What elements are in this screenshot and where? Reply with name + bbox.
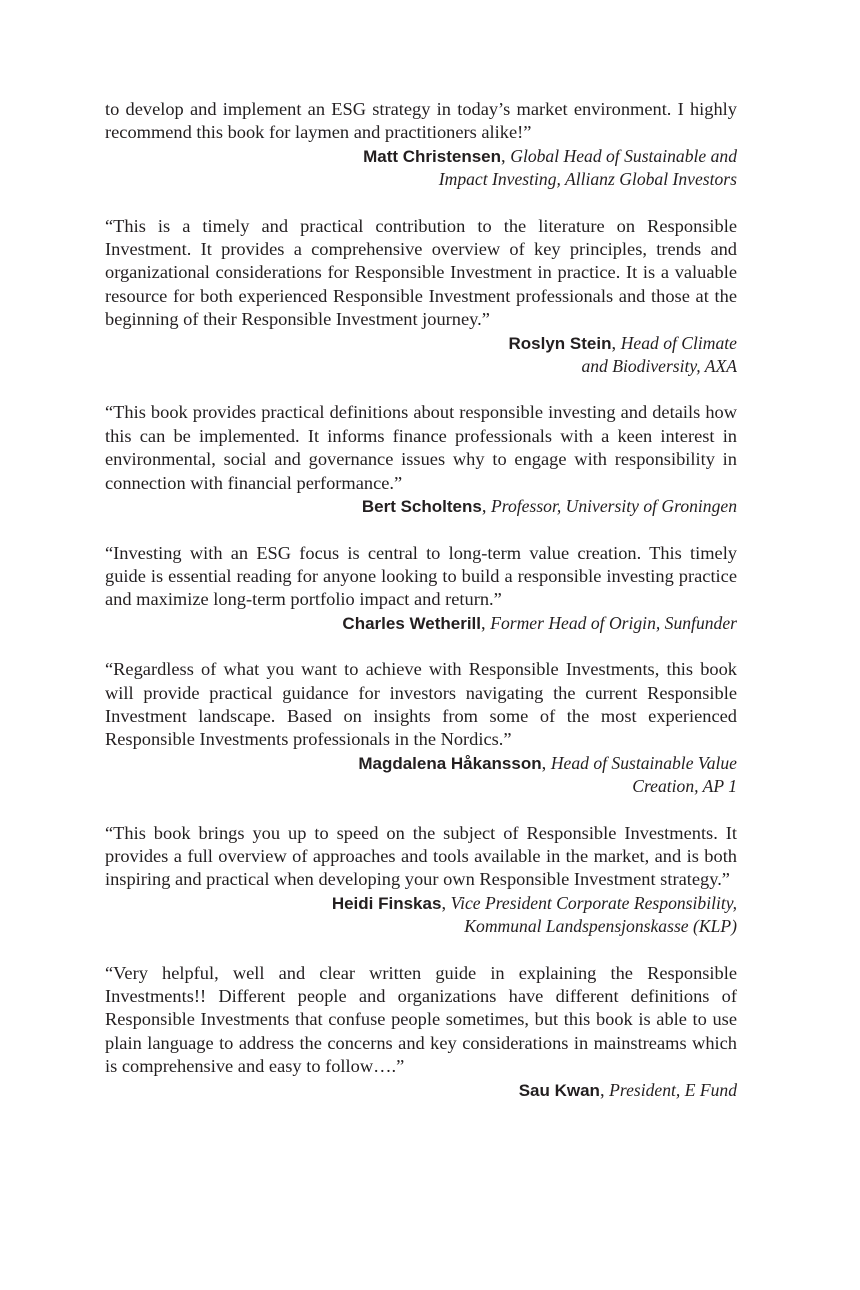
attribution: Charles Wetherill, Former Head of Origin, Sunfunder [342, 612, 737, 633]
author-name: Matt Christensen [363, 146, 502, 166]
author-role: Head of Climate [620, 332, 737, 353]
author-name: Roslyn Stein [508, 333, 612, 353]
author-role-continued: Creation, AP 1 [632, 776, 737, 797]
testimonial-scholtens [105, 401, 737, 518]
author-role: Global Head of Sustainable and [510, 145, 737, 166]
testimonials-page [105, 98, 737, 1125]
quote-text: “This is a timely and practical contribution to the literature on Responsible Investment. It provides a comprehensive overview of key principles, trends and organizational considerations for Responsible Investment in practice. It is a valuable resource for both experienced Responsible Investment professionals and those at the beginning of their Responsible Investment journey.” [105, 215, 737, 330]
quote-text: “Investing with an ESG focus is central to long-term value creation. This timely guide is essential reading for anyone looking to build a responsible investing practice and maximize long-term portfolio impact and return.” [105, 542, 737, 610]
author-name: Sau Kwan [518, 1080, 600, 1100]
testimonial-wetherill [105, 542, 737, 636]
quote-text: “Regardless of what you want to achieve with Responsible Investments, this book will provide practical guidance for investors navigating the current Responsible Investment landscape. Based on insights from some of the most experienced Responsible Investments professionals in the Nordics.” [105, 659, 737, 750]
attribution: Heidi Finskas, Vice President Corporate Responsibility, Kommunal Landspensjonskasse (KLP) [105, 892, 737, 939]
author-role-continued: Impact Investing, Allianz Global Investors [438, 169, 737, 190]
author-name: Bert Scholtens [361, 497, 482, 517]
attribution: Magdalena Håkansson, Head of Sustainable Value Creation, AP 1 [105, 752, 737, 799]
attribution: Sau Kwan, President, E Fund [518, 1079, 737, 1100]
author-role: Head of Sustainable Value [550, 752, 737, 773]
testimonial-kwan [105, 962, 737, 1102]
testimonial-hakansson [105, 658, 737, 798]
author-role-continued: and Biodiversity, AXA [581, 356, 737, 377]
testimonial-stein [105, 215, 737, 379]
quote-text: “This book provides practical definitions about responsible investing and details how this can be implemented. It informs finance professionals with a keen interest in environmental, social and governance issues why to engage with responsibility in connection with financial performance.” [105, 402, 737, 493]
author-role-continued: Kommunal Landspensjonskasse (KLP) [464, 916, 737, 937]
attribution: Matt Christensen, Global Head of Sustainable and Impact Investing, Allianz Global Investors [105, 145, 737, 192]
attribution: Bert Scholtens, Professor, University of Groningen [361, 496, 737, 517]
author-role: President, E Fund [609, 1079, 737, 1100]
quote-text: “This book brings you up to speed on the subject of Responsible Investments. It provides a full overview of approaches and tools available in the market, and is both inspiring and practical when developing your own Responsible Investment strategy.” [105, 822, 737, 890]
testimonial-christensen [105, 98, 737, 192]
author-name: Heidi Finskas [331, 893, 442, 913]
quote-text: “Very helpful, well and clear written guide in explaining the Responsible Investments!! Different people and organizations have different definitions of Responsible Investments that confuse people sometimes, but this book is able to use plain language to address the concerns and key considerations in mainstreams which is comprehensive and easy to follow….” [105, 962, 737, 1077]
author-name: Magdalena Håkansson [358, 753, 542, 773]
author-role: Professor, University of Groningen [491, 496, 737, 517]
attribution: Roslyn Stein, Head of Climate and Biodiversity, AXA [105, 332, 737, 379]
author-name: Charles Wetherill [342, 613, 481, 633]
testimonial-finskas [105, 822, 737, 939]
quote-text: to develop and implement an ESG strategy in today’s market environment. I highly recommend this book for laymen and practitioners alike!” [105, 99, 737, 143]
author-role: Former Head of Origin, Sunfunder [490, 612, 737, 633]
author-role: Vice President Corporate Responsibility, [450, 892, 737, 913]
